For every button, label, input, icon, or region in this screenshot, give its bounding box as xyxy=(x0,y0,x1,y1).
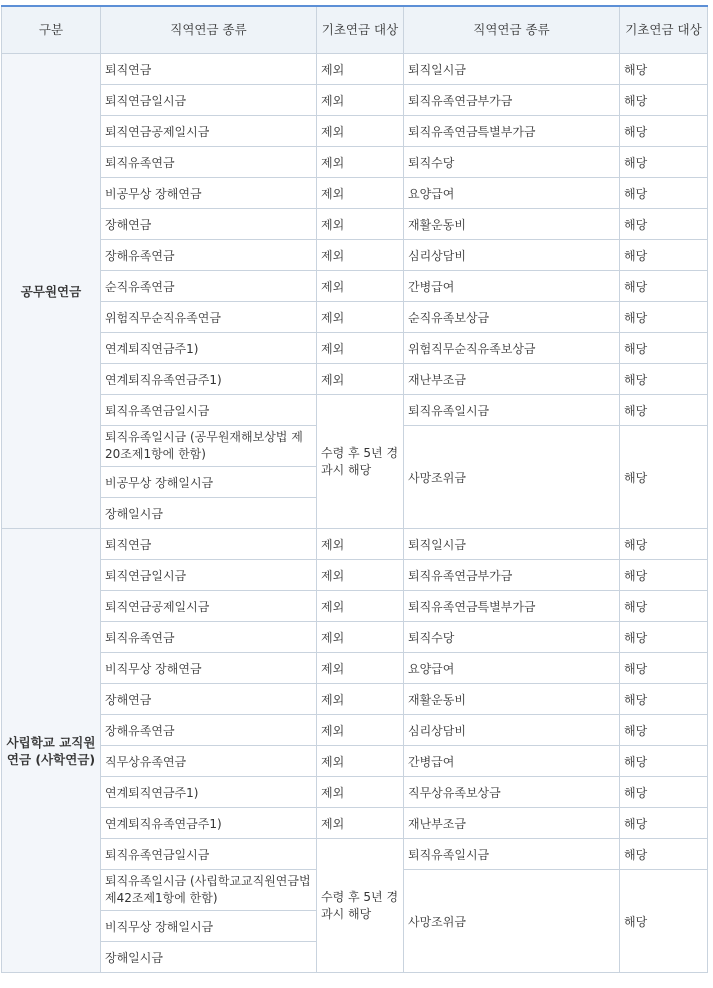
right-target-cell: 해당 xyxy=(620,777,708,808)
header-category: 구분 xyxy=(2,6,101,54)
left-type-cell: 비공무상 장해일시금 xyxy=(101,467,317,498)
table-row xyxy=(2,85,708,116)
left-target-cell: 제외 xyxy=(317,808,404,839)
right-type-cell: 간병급여 xyxy=(404,271,620,302)
left-type-cell: 위험직무순직유족연금 xyxy=(101,302,317,333)
left-type-cell: 비직무상 장해연금 xyxy=(101,653,317,684)
right-target-cell: 해당 xyxy=(620,591,708,622)
right-type-cell: 퇴직수당 xyxy=(404,622,620,653)
table-row xyxy=(2,777,708,808)
right-type-cell: 퇴직유족일시금 xyxy=(404,395,620,426)
right-target-cell: 해당 xyxy=(620,240,708,271)
right-target-cell: 해당 xyxy=(620,653,708,684)
left-target-cell: 제외 xyxy=(317,271,404,302)
left-target-cell: 제외 xyxy=(317,715,404,746)
table-row xyxy=(2,116,708,147)
left-target-cell: 제외 xyxy=(317,529,404,560)
right-target-cell: 해당 xyxy=(620,85,708,116)
right-target-cell: 해당 xyxy=(620,426,708,529)
table-row xyxy=(2,364,708,395)
right-target-cell: 해당 xyxy=(620,116,708,147)
right-type-cell: 재활운동비 xyxy=(404,684,620,715)
right-target-cell: 해당 xyxy=(620,333,708,364)
left-type-cell: 연계퇴직유족연금주1) xyxy=(101,808,317,839)
right-type-cell: 퇴직유족연금특별부가금 xyxy=(404,116,620,147)
right-target-cell: 해당 xyxy=(620,839,708,870)
left-type-cell: 퇴직연금공제일시금 xyxy=(101,591,317,622)
right-target-cell: 해당 xyxy=(620,395,708,426)
left-type-cell: 순직유족연금 xyxy=(101,271,317,302)
right-target-cell: 해당 xyxy=(620,560,708,591)
left-type-cell: 장해일시금 xyxy=(101,942,317,973)
table-row xyxy=(2,591,708,622)
left-type-cell: 퇴직연금일시금 xyxy=(101,85,317,116)
right-type-cell: 퇴직수당 xyxy=(404,147,620,178)
table-row xyxy=(2,560,708,591)
left-type-cell: 장해일시금 xyxy=(101,498,317,529)
right-type-cell: 재활운동비 xyxy=(404,209,620,240)
table-body xyxy=(2,54,708,973)
left-type-cell: 퇴직연금공제일시금 xyxy=(101,116,317,147)
left-target-cell: 제외 xyxy=(317,85,404,116)
left-type-cell: 퇴직연금일시금 xyxy=(101,560,317,591)
header-row xyxy=(2,6,708,54)
left-type-cell: 퇴직연금 xyxy=(101,54,317,85)
table-row xyxy=(2,839,708,870)
left-type-cell: 장해유족연금 xyxy=(101,715,317,746)
table-row xyxy=(2,684,708,715)
right-type-cell: 간병급여 xyxy=(404,746,620,777)
right-target-cell: 해당 xyxy=(620,147,708,178)
category-cell: 공무원연금 xyxy=(2,54,101,529)
right-target-cell: 해당 xyxy=(620,622,708,653)
left-type-cell: 연계퇴직연금주1) xyxy=(101,777,317,808)
right-type-cell: 요양급여 xyxy=(404,653,620,684)
table-row xyxy=(2,333,708,364)
header-left-type: 직역연금 종류 xyxy=(101,6,317,54)
pension-classification-table xyxy=(1,5,708,973)
left-target-cell: 제외 xyxy=(317,302,404,333)
left-target-cell: 제외 xyxy=(317,746,404,777)
table-row xyxy=(2,178,708,209)
right-type-cell: 퇴직일시금 xyxy=(404,54,620,85)
right-type-cell: 위험직무순직유족보상금 xyxy=(404,333,620,364)
header-left-target: 기초연금 대상 xyxy=(317,6,404,54)
left-type-cell: 비직무상 장해일시금 xyxy=(101,911,317,942)
left-type-cell: 퇴직연금 xyxy=(101,529,317,560)
left-target-cell: 제외 xyxy=(317,240,404,271)
table-row xyxy=(2,715,708,746)
right-type-cell: 재난부조금 xyxy=(404,364,620,395)
table-row xyxy=(2,395,708,426)
right-type-cell: 요양급여 xyxy=(404,178,620,209)
right-target-cell: 해당 xyxy=(620,209,708,240)
right-target-cell: 해당 xyxy=(620,178,708,209)
right-type-cell: 순직유족보상금 xyxy=(404,302,620,333)
table-row xyxy=(2,622,708,653)
left-target-cell: 제외 xyxy=(317,684,404,715)
left-target-cell: 제외 xyxy=(317,364,404,395)
category-cell: 사립학교 교직원연금 (사학연금) xyxy=(2,529,101,973)
left-target-cell: 제외 xyxy=(317,116,404,147)
left-target-cell: 제외 xyxy=(317,54,404,85)
right-type-cell: 퇴직유족연금특별부가금 xyxy=(404,591,620,622)
table-row xyxy=(2,209,708,240)
left-target-cell: 수령 후 5년 경과시 해당 xyxy=(317,395,404,529)
left-type-cell: 퇴직유족일시금 (사립학교교직원연금법 제42조제1항에 한함) xyxy=(101,870,317,911)
left-type-cell: 직무상유족연금 xyxy=(101,746,317,777)
right-target-cell: 해당 xyxy=(620,364,708,395)
header-right-type: 직역연금 종류 xyxy=(404,6,620,54)
left-type-cell: 연계퇴직연금주1) xyxy=(101,333,317,364)
right-target-cell: 해당 xyxy=(620,715,708,746)
table-row xyxy=(2,529,708,560)
left-type-cell: 장해연금 xyxy=(101,209,317,240)
left-target-cell: 제외 xyxy=(317,591,404,622)
left-target-cell: 제외 xyxy=(317,209,404,240)
right-type-cell: 직무상유족보상금 xyxy=(404,777,620,808)
table-row xyxy=(2,302,708,333)
table-row xyxy=(2,653,708,684)
right-target-cell: 해당 xyxy=(620,746,708,777)
table-row xyxy=(2,746,708,777)
left-target-cell: 제외 xyxy=(317,560,404,591)
left-type-cell: 퇴직유족연금일시금 xyxy=(101,395,317,426)
table-row xyxy=(2,240,708,271)
left-type-cell: 퇴직유족연금 xyxy=(101,147,317,178)
left-type-cell: 퇴직유족연금일시금 xyxy=(101,839,317,870)
left-target-cell: 제외 xyxy=(317,333,404,364)
left-target-cell: 제외 xyxy=(317,178,404,209)
right-type-cell: 퇴직유족연금부가금 xyxy=(404,85,620,116)
table-row xyxy=(2,808,708,839)
left-type-cell: 퇴직유족일시금 (공무원재해보상법 제20조제1항에 한함) xyxy=(101,426,317,467)
left-target-cell: 제외 xyxy=(317,147,404,178)
table-row xyxy=(2,271,708,302)
left-type-cell: 장해연금 xyxy=(101,684,317,715)
right-type-cell: 심리상담비 xyxy=(404,715,620,746)
table-row xyxy=(2,147,708,178)
left-target-cell: 제외 xyxy=(317,622,404,653)
left-type-cell: 장해유족연금 xyxy=(101,240,317,271)
left-type-cell: 퇴직유족연금 xyxy=(101,622,317,653)
right-target-cell: 해당 xyxy=(620,302,708,333)
right-type-cell: 퇴직일시금 xyxy=(404,529,620,560)
right-type-cell: 퇴직유족일시금 xyxy=(404,839,620,870)
right-target-cell: 해당 xyxy=(620,870,708,973)
header-right-target: 기초연금 대상 xyxy=(620,6,708,54)
right-type-cell: 사망조위금 xyxy=(404,870,620,973)
right-type-cell: 퇴직유족연금부가금 xyxy=(404,560,620,591)
left-type-cell: 비공무상 장해연금 xyxy=(101,178,317,209)
left-target-cell: 수령 후 5년 경과시 해당 xyxy=(317,839,404,973)
left-type-cell: 연계퇴직유족연금주1) xyxy=(101,364,317,395)
right-type-cell: 재난부조금 xyxy=(404,808,620,839)
right-target-cell: 해당 xyxy=(620,271,708,302)
right-type-cell: 심리상담비 xyxy=(404,240,620,271)
table-row xyxy=(2,54,708,85)
right-target-cell: 해당 xyxy=(620,684,708,715)
left-target-cell: 제외 xyxy=(317,653,404,684)
left-target-cell: 제외 xyxy=(317,777,404,808)
right-target-cell: 해당 xyxy=(620,54,708,85)
right-target-cell: 해당 xyxy=(620,808,708,839)
right-target-cell: 해당 xyxy=(620,529,708,560)
right-type-cell: 사망조위금 xyxy=(404,426,620,529)
